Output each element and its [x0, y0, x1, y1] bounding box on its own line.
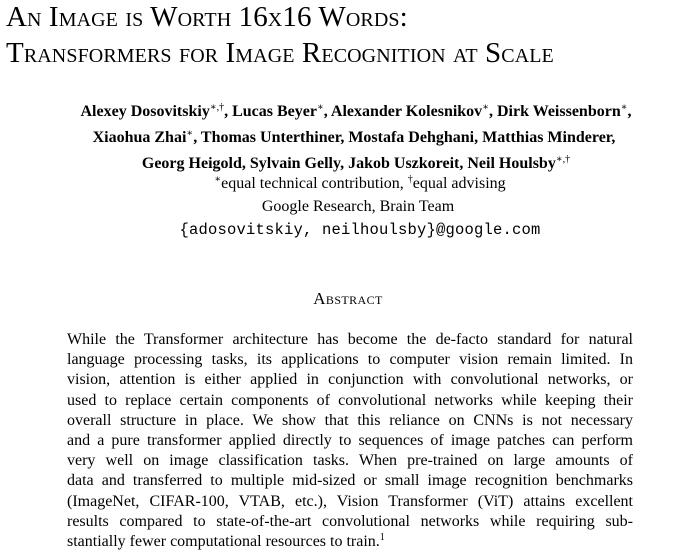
abstract-line-text: While the Transformer architecture has become the de-facto standard for natural — [67, 331, 633, 348]
paper-title-line-2: Transformers for Image Recognition at Scale — [6, 37, 554, 69]
author-name: Georg Heigold, Sylvain Gelly, Jakob Uszkoreit, Neil Houlsby — [141, 155, 556, 172]
abstract-body — [67, 330, 633, 552]
abstract-line — [67, 451, 633, 471]
author-separator: , — [488, 103, 497, 120]
affiliation: Google Research, Brain Team — [261, 198, 455, 215]
author-separator: , — [224, 103, 233, 120]
abstract-line-text: (ImageNet, CIFAR-100, VTAB, etc.), Vision Transformer (ViT) attains excellent — [67, 492, 633, 510]
paper-title-line-1: An Image is Worth 16x16 Words: — [6, 1, 408, 33]
abstract-line — [67, 350, 633, 370]
author-mark: ∗ — [482, 102, 489, 113]
author-name: Xiaohua Zhai — [92, 129, 187, 146]
author-mark: ∗,† — [555, 154, 571, 165]
abstract-line-text: very well on image classification tasks. When pre-trained on large amounts of — [67, 452, 633, 470]
author-mark: ∗ — [316, 102, 324, 113]
note-mark-equal-advising: † — [407, 174, 413, 185]
author-mark: ∗ — [620, 102, 628, 113]
abstract-line — [67, 512, 633, 532]
abstract-line — [67, 431, 633, 451]
author-mark: ∗,† — [209, 102, 225, 113]
abstract-line-text: and a pure transformer applied directly to sequences of image patches can perform — [67, 431, 633, 449]
contribution-note — [12, 172, 696, 196]
abstract-line-text: vision, attention is either applied in conjunction with convolutional networks, or — [67, 371, 633, 389]
abstract-line — [67, 411, 633, 431]
abstract-line-text: results compared to state-of-the-art convolutional networks while requiring sub- — [67, 512, 633, 530]
abstract-line — [67, 330, 633, 350]
abstract-footnote-mark: 1 — [379, 531, 385, 543]
abstract-heading: Abstract — [313, 289, 383, 308]
note-text-equal-advising: equal advising — [412, 175, 506, 192]
author-separator: , — [627, 103, 632, 120]
author-separator: , — [193, 129, 201, 146]
abstract-line-text: overall structure in place. We show that this reliance on CNNs is not necessary — [67, 411, 633, 429]
note-text-equal-contribution: equal technical contribution, — [221, 175, 408, 192]
author-name: Alexander Kolesnikov — [330, 103, 483, 120]
author-name: Alexey Dosovitskiy — [80, 103, 210, 120]
author-email: {adosovitskiy, neilhoulsby}@google.com — [179, 221, 541, 239]
abstract-line — [67, 492, 633, 512]
author-name: Lucas Beyer — [232, 103, 317, 120]
abstract-line-text: stantially fewer computational resources to train. — [67, 532, 380, 550]
note-mark-equal-contribution: ∗ — [214, 174, 222, 185]
abstract-line-text: used to replace certain components of convolutional networks while keeping their — [67, 391, 633, 409]
abstract-line — [67, 391, 633, 411]
author-mark: ∗ — [186, 128, 194, 139]
abstract-line-text: language processing tasks, its applications to computer vision remain limited. In — [67, 351, 633, 369]
author-name: Thomas Unterthiner, Mostafa Dehghani, Matthias Minderer, — [200, 129, 616, 146]
abstract-line — [67, 370, 633, 390]
author-list-line-2 — [6, 125, 696, 151]
abstract-line-text: data and transferred to multiple mid-sized or small image recognition benchmarks — [67, 472, 633, 490]
author-separator: , — [323, 103, 331, 120]
author-name: Dirk Weissenborn — [496, 103, 621, 120]
abstract-line — [67, 471, 633, 491]
author-list-line-1 — [8, 99, 696, 125]
